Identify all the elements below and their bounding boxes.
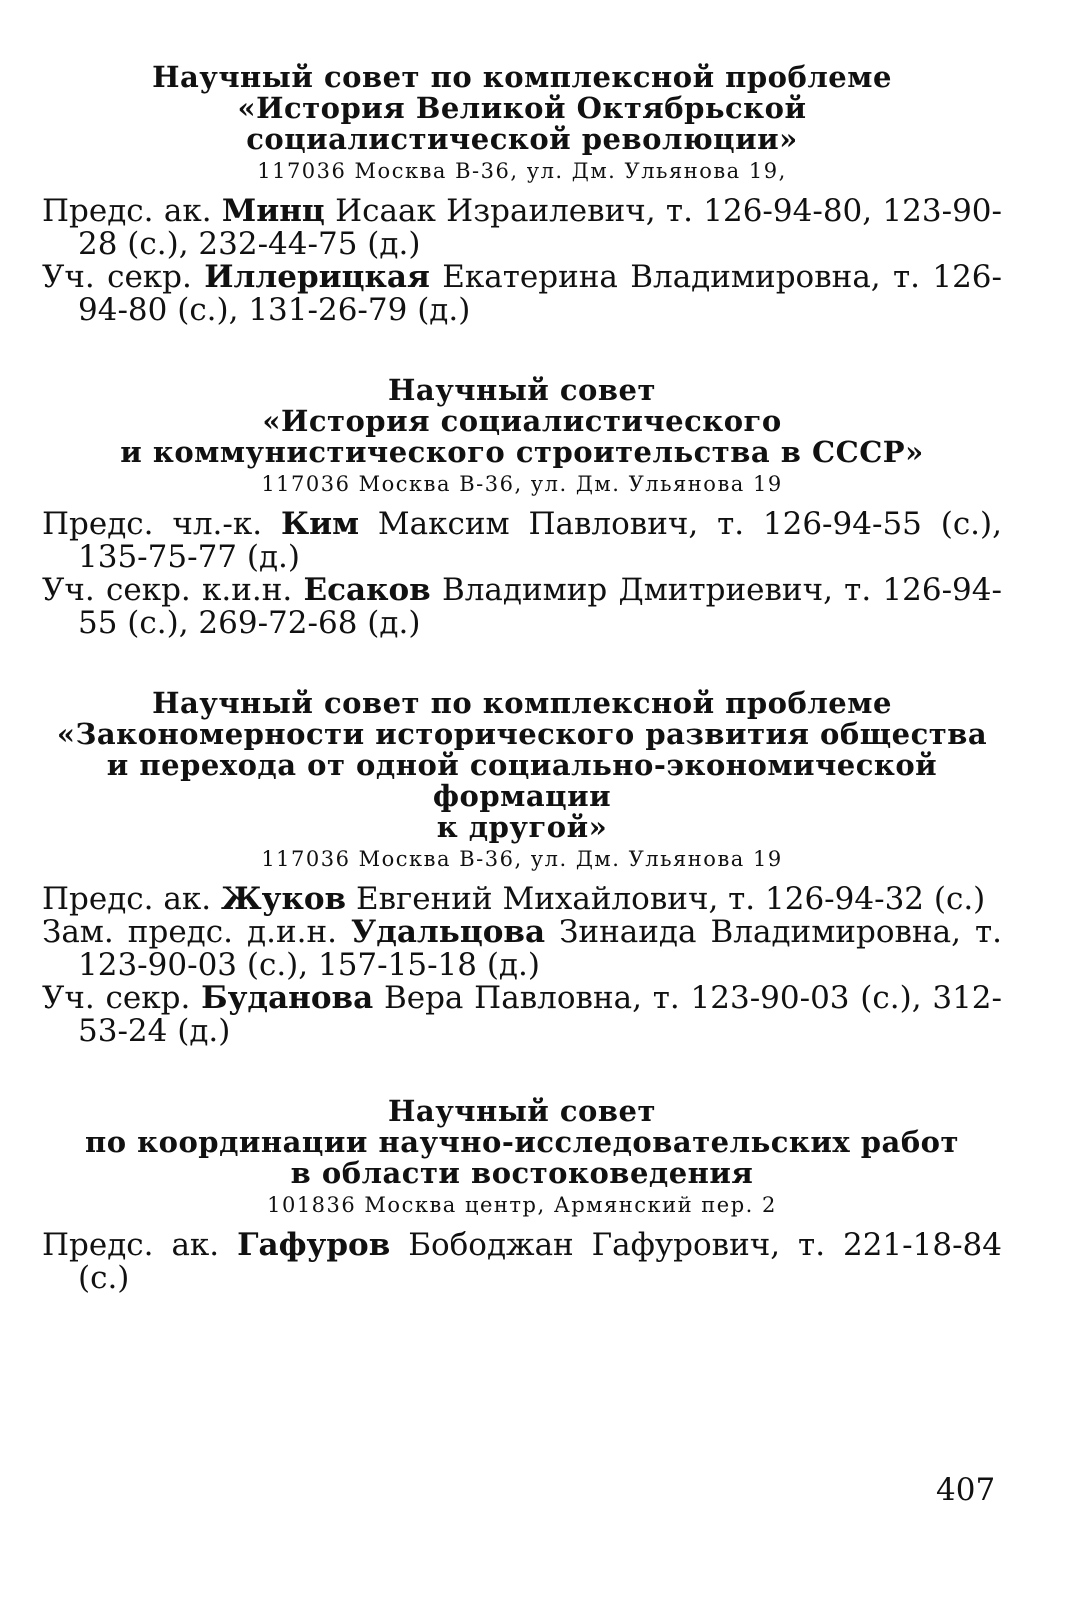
member-name: Иллерицкая (204, 259, 430, 295)
member-prefix: Предс. ак. (42, 1227, 220, 1263)
member-details: Евгений Михайлович, т. 126-94-32 (с.) (355, 881, 986, 917)
member-name: Удальцова (351, 914, 546, 950)
council-address: 117036 Москва В-36, ул. Дм. Ульянова 19 (261, 847, 783, 871)
member-details: Зинаида Владимировна, т. 123-90-03 (с.), 157-15-18 (д.) (78, 914, 1002, 983)
member-entry (42, 1229, 1002, 1295)
member-prefix: Уч. секр. (42, 980, 191, 1016)
council-title-line: «История Великой Октябрьской (237, 91, 807, 125)
council-title (42, 62, 1002, 155)
member-details: Владимир Дмитриевич, т. 126-94-55 (с.), 269-72-68 (д.) (78, 572, 1002, 641)
member-entry (42, 574, 1002, 640)
council-title-line: в области востоковедения (290, 1156, 754, 1190)
council-title-line: и коммунистического строительства в СССР» (120, 435, 924, 469)
council-title-line: Научный совет (388, 373, 656, 407)
member-details: Екатерина Владимировна, т. 126-94-80 (с.), 131-26-79 (д.) (78, 259, 1002, 328)
council-title-line: Научный совет по комплексной проблеме (152, 686, 892, 720)
council-address: 117036 Москва В-36, ул. Дм. Ульянова 19 (261, 472, 783, 496)
council-title-line: к другой» (436, 810, 608, 844)
member-entry (42, 261, 1002, 327)
member-prefix: Предс. ак. (42, 193, 212, 229)
member-prefix: Предс. чл.-к. (42, 506, 263, 542)
council-title (42, 1096, 1002, 1189)
council-title-line: социалистической революции» (246, 122, 798, 156)
member-name: Гафуров (237, 1227, 391, 1263)
council-section (42, 1096, 1002, 1295)
council-title-line: по координации научно-исследовательских работ (85, 1125, 959, 1159)
council-address: 101836 Москва центр, Армянский пер. 2 (267, 1193, 777, 1217)
council-title-line: «Закономерности исторического развития общества (56, 717, 988, 751)
council-title-line: Научный совет по комплексной проблеме (152, 60, 892, 94)
council-address: 117036 Москва В-36, ул. Дм. Ульянова 19, (257, 159, 787, 183)
member-entry (42, 195, 1002, 261)
member-name: Жуков (220, 881, 347, 917)
council-section (42, 375, 1002, 640)
member-name: Ким (280, 506, 360, 542)
council-title (42, 375, 1002, 468)
council-title-line: Научный совет (388, 1094, 656, 1128)
council-section (42, 688, 1002, 1048)
member-entry (42, 883, 1002, 916)
member-name: Минц (221, 193, 325, 229)
page-number: 407 (936, 1472, 996, 1508)
member-entry (42, 508, 1002, 574)
member-details: Вера Павловна, т. 123-90-03 (с.), 312-53-24 (д.) (78, 980, 1002, 1049)
council-title-line: и перехода от одной социально-экономической формации (106, 748, 938, 813)
council-title-line: «История социалистического (262, 404, 782, 438)
member-prefix: Предс. ак. (42, 881, 212, 917)
member-details: Бободжан Гафурович, т. 221-18-84 (с.) (78, 1227, 1002, 1296)
member-name: Буданова (201, 980, 374, 1016)
member-entry (42, 916, 1002, 982)
document-page (42, 62, 1002, 1343)
member-entry (42, 982, 1002, 1048)
member-name: Есаков (303, 572, 431, 608)
member-prefix: Уч. секр. (42, 259, 192, 295)
council-section (42, 62, 1002, 327)
member-prefix: Уч. секр. к.и.н. (42, 572, 293, 608)
member-details: Исаак Израилевич, т. 126-94-80, 123-90-28 (с.), 232-44-75 (д.) (78, 193, 1002, 262)
member-prefix: Зам. предс. д.и.н. (42, 914, 337, 950)
member-details: Максим Павлович, т. 126-94-55 (с.), 135-75-77 (д.) (78, 506, 1002, 575)
council-title (42, 688, 1002, 843)
